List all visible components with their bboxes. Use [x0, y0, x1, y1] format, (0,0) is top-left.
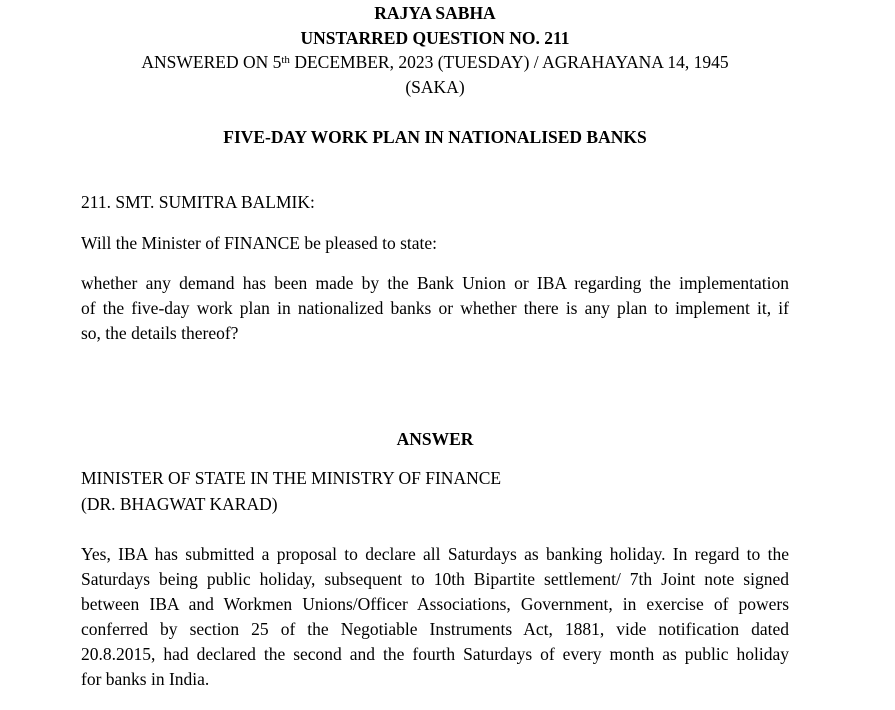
minister-title: MINISTER OF STATE IN THE MINISTRY OF FINANCE [81, 468, 502, 488]
house-title: RAJYA SABHA [374, 3, 496, 23]
question-line: of the five-day work plan in nationalized banks or whether there is any plan to implement it, if [81, 298, 789, 318]
answer-line: for banks in India. [81, 669, 210, 689]
answered-on-suffix: DECEMBER, 2023 (TUESDAY) / AGRAHAYANA 14, 1945 [289, 52, 729, 72]
answer-text [81, 542, 789, 692]
question-text [81, 271, 789, 346]
question-line: so, the details thereof? [81, 323, 239, 343]
answered-on-prefix: ANSWERED ON 5 [141, 52, 282, 72]
answer-line: between IBA and Workmen Unions/Officer Associations, Government, in exercise of powers [81, 594, 789, 614]
answer-heading: ANSWER [396, 429, 474, 449]
saka-label: (SAKA) [405, 77, 465, 97]
answer-line: Saturdays being public holiday, subsequent to 10th Bipartite settlement/ 7th Joint note signed [81, 569, 789, 589]
answer-line: 20.8.2015, had declared the second and the fourth Saturdays of every month as public holiday [81, 644, 789, 664]
question-asker: 211. SMT. SUMITRA BALMIK: [81, 192, 315, 212]
minister-name: (DR. BHAGWAT KARAD) [81, 494, 278, 514]
answered-on-line [0, 50, 870, 74]
question-line: whether any demand has been made by the Bank Union or IBA regarding the implementation [81, 273, 789, 293]
question-number: UNSTARRED QUESTION NO. 211 [300, 28, 570, 48]
answer-line: conferred by section 25 of the Negotiable Instruments Act, 1881, vide notification dated [81, 619, 789, 639]
answer-line: Yes, IBA has submitted a proposal to declare all Saturdays as banking holiday. In regard to the [81, 544, 789, 564]
subject-title: FIVE-DAY WORK PLAN IN NATIONALISED BANKS [223, 127, 647, 147]
question-intro: Will the Minister of FINANCE be pleased to state: [81, 233, 438, 253]
answered-on-superscript: th [281, 54, 290, 66]
